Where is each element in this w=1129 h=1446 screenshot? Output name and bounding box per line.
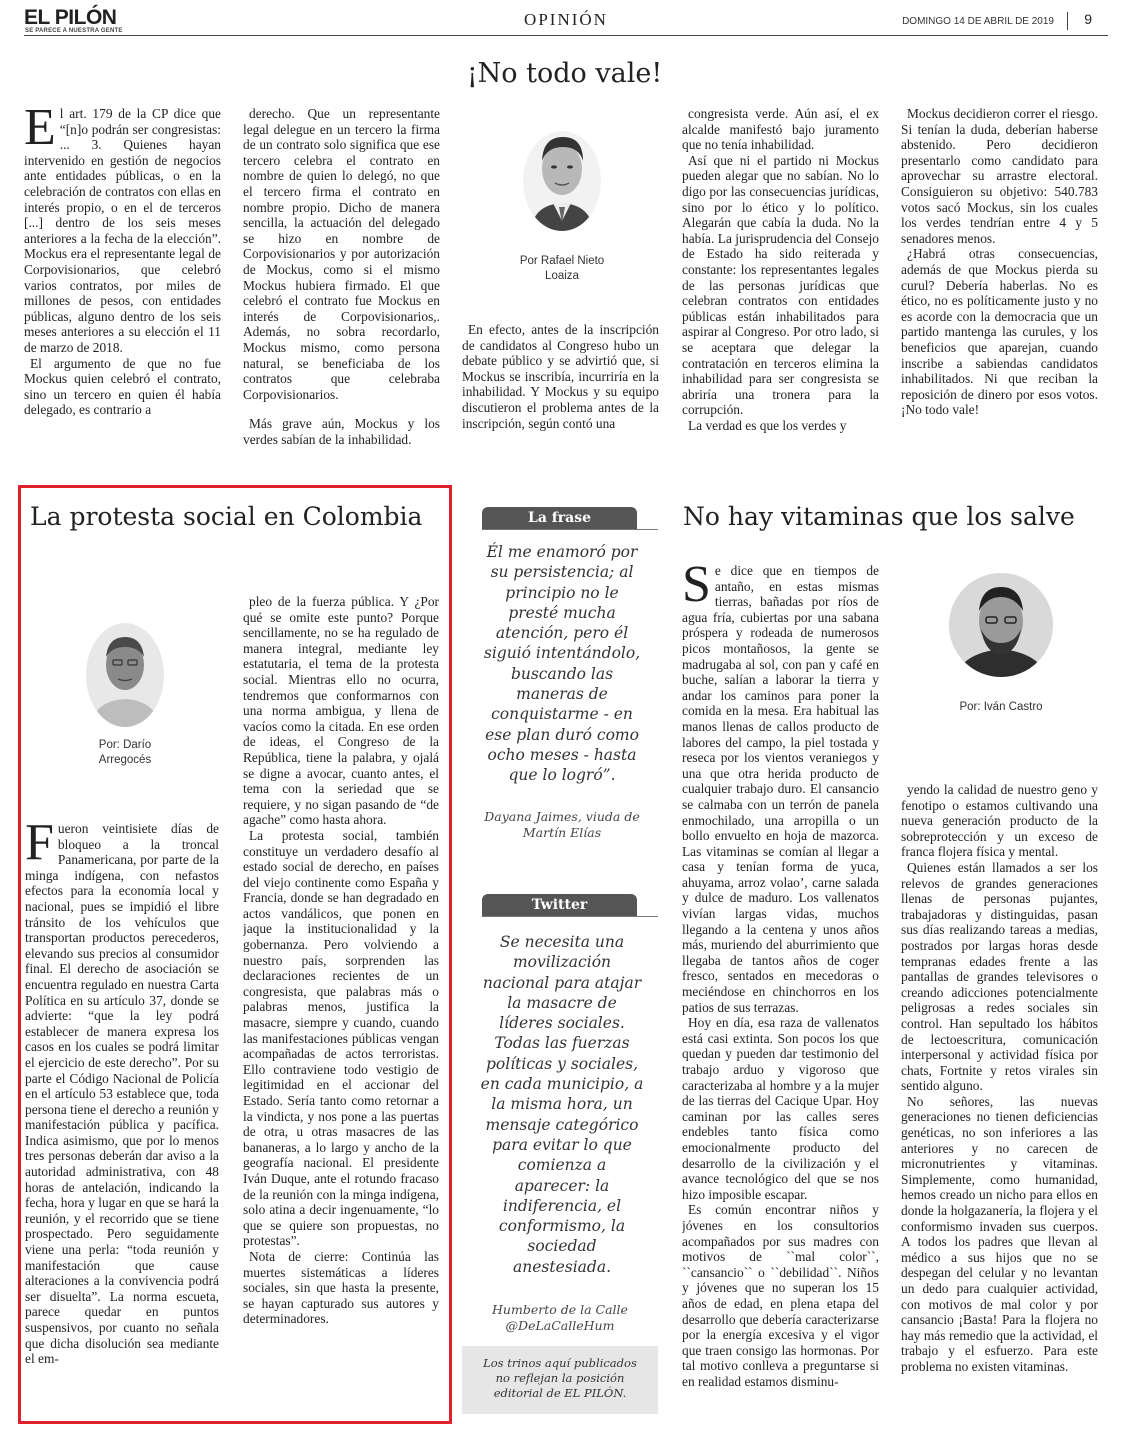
article1-col2 <box>243 106 440 456</box>
article3-title: No hay vitaminas que los salve <box>683 502 1075 531</box>
paragraph-text: En efecto, antes de la inscripción de candidatos al Congreso hubo un debate público y se advirtió que, si Mockus se inscribía, incurriría en la inhabilidad. Y Mockus y su equipo discutieron el problema antes de la inscripción, según contó una <box>462 322 659 431</box>
author-portrait-ivan-castro <box>949 573 1053 677</box>
paragraph <box>682 1202 879 1389</box>
paragraph <box>243 416 440 447</box>
twitter-divider <box>482 916 658 917</box>
paragraph <box>25 821 219 1367</box>
page-number: 9 <box>1084 11 1092 27</box>
paragraph-text: e dice que en tiempos de antaño, en estas mismas tierras, bañadas por ríos de agua fría, cubiertas por una sabana próspera y rodeada de numerosos picos montañosos, la gente se madrugaba al sol, con pan y café en buche, salían a laborar la tierra y andar los caminos para poner la comida en la mesa. Era habitual las manos llenas de callos producto de labores del campo, la piel tostada y reseca por los vientos veraniegos y una que otra herida producto de cualquier trabajo duro. El cansancio se calmaba con un terrón de panela enmochilado, una arropilla o un bollo envuelto en hoja de mazorca. Las vitaminas se comían al llegar a casa y tenían forma de yuca, ahuyama, arroz volao’, carne salada y dulce de maduro. Los vallenatos vivían largas vidas, muchos llegando a la centena y unos años más, muriendo del aburrimiento que llegaba de tantos años de coger fresco, sentados en mecedoras o meciéndose en chinchorros en los patios de sus terrazas. <box>682 563 879 1015</box>
article2-col1 <box>25 821 219 1409</box>
paragraph <box>682 153 879 418</box>
article2-author-line1: Por: Darío <box>98 739 152 751</box>
paragraph <box>682 418 879 434</box>
paragraph <box>243 594 439 828</box>
paragraph <box>901 860 1098 1094</box>
portrait-photo-icon <box>86 617 164 727</box>
paragraph-text: La protesta social, también constituye un verdadero desafío al estado social de derecho, en países del viejo continente como España y Francia, donde se han degradado en actos vandálicos, que ponen en jaque la institucionalidad y la gobernanza. Pero volviendo a nuestro país, sorprenden las declaraciones recientes de un congresista, que palabras más o palabras menos, justifica la masacre, siempre y cuando, cuando las manifestaciones públicas vengan acompañadas de actos terroristas. Ello contraviene todo vestigio de legitimidad en el accionar del Estado. Sería tanto como retornar a la vindicta, y nos pone a las puertas de otra, u otras masacres de las bananeras, a lo largo y ancho de la geografía nacional. El presidente Iván Duque, ante el rotundo fracaso de la reunión con la minga indígena, solo atina a decir ingenuamente, “lo que se quiere son propuestas, no protestas”. <box>243 827 439 1249</box>
drop-cap: S <box>682 563 711 613</box>
author-portrait-dario-arregoces <box>86 617 164 727</box>
twitter-disclaimer: Los trinos aquí publicados no reflejan la posición editorial de EL PILÓN. <box>462 1346 658 1414</box>
portrait-illustration-icon <box>523 123 601 231</box>
paragraph-text: yendo la calidad de nuestro geno y fenotipo o estamos cultivando una nueva generación producto de la sobreprotección y un exceso de franca flojera física y mental. <box>901 782 1098 860</box>
article3-author: Por: Iván Castro <box>959 701 1043 713</box>
paragraph <box>243 828 439 1249</box>
paragraph <box>24 356 221 418</box>
paragraph-text: ¿Habrá otras consecuencias, además de que Mockus pierda su curul? Debería haberlas. No es ético, no es políticamente justo y no es acorde con la democracia que un partido mantenga las curules, y los beneficios que aparejan, cuando inscribe a sabiendas candidatos inhabilitados. Ni que reciban la reposición de dinero por esos votos. ¡No todo vale! <box>901 246 1098 418</box>
tweet-text: Se necesita una movilización nacional para atajar la masacre de líderes sociales. Todas las fuerzas políticas y sociales, en cada municipio, a la misma hora, un mensaje categórico para evitar lo que comienza a aparecer: la indiferencia, el conformismo, la sociedad anestesiada. <box>480 933 644 1276</box>
issue-date: DOMINGO 14 DE ABRIL DE 2019 <box>902 16 1054 27</box>
article3-col2 <box>901 782 1098 1421</box>
article3-col1 <box>682 563 879 1421</box>
article2-col2 <box>243 594 439 1409</box>
paragraph <box>462 322 659 431</box>
newspaper-slogan: SE PARECE A NUESTRA GENTE <box>25 28 123 34</box>
paragraph <box>901 1094 1098 1375</box>
portrait-photo-icon <box>949 573 1053 677</box>
paragraph <box>682 1015 879 1202</box>
article2-author-line2: Arregocés <box>98 754 152 766</box>
drop-cap: F <box>25 821 54 871</box>
la-frase-quote: Él me enamoró por su persistencia; al principio no le presté mucha atención, pero él siguió intentándolo, buscando las maneras de conquistarme - en ese plan duró como ocho meses - hasta que lo logró”. <box>483 543 641 785</box>
paragraph <box>682 563 879 1015</box>
paragraph-text: pleo de la fuerza pública. Y ¿Por qué se omite este punto? Porque sencillamente, no se ha regulado de manera integral, mediante ley estatutaria, el tema de la protesta social. Mientras ello no ocurra, tendremos que conformarnos con una norma ambigua, y llena de vacíos como la citada. En ese orden de ideas, el Congreso de la República, tiene la palabra, y ojalá se digne a avocar, cuanto antes, el tema con la seriedad que se requiere, y no sigan pasando de “de agache” como hasta ahora. <box>243 594 439 828</box>
paragraph-text: La verdad es que los verdes y <box>688 417 847 433</box>
drop-cap: E <box>24 106 56 156</box>
paragraph-text: El argumento de que no fue Mockus quien celebró el contrato, sino un tercero en quien él había delegado, es contrario a <box>24 355 221 418</box>
paragraph <box>901 246 1098 418</box>
page-number-divider <box>1067 12 1068 30</box>
article1-author <box>500 254 624 284</box>
paragraph-text: Nota de cierre: Continúa las muertes sistemáticas a líderes sociales, sin que hasta la presente, se hayan capturado sus autores y determinadores. <box>243 1248 439 1327</box>
article2-title: La protesta social en Colombia <box>30 502 423 531</box>
paragraph-text: Quienes están llamados a ser los relevos de grandes generaciones llenas de personas pujantes, trabajadoras y distinguidas, pasan sus días realizando tareas a medias, postrados por largas horas desde tempranas edades frente a las pantallas de grandes televisores o creando adicciones potencialmente peligrosas a redes sociales sin control. Han sepultado los hábitos de lectoescritura, comunicación interpersonal y actividad física por chats, Fortnite y retos virales sin sentido alguno. <box>901 859 1098 1094</box>
paragraph <box>901 106 1098 246</box>
paragraph-text: derecho. Que un representante legal delegue en un tercero la firma de un contrato solo significa que ese tercero celebra el contrato en nombre de quien lo delegó, no que el tercero firma el contrato en nombre propio. Dicho de manera sencilla, la actuación del delegado se hizo en nombre de Corpovisionarios y por autorización de Mockus, como si el mismo Mockus hubiera firmado. El que celebró el contrato fue Mockus en interés de Corpovisionarios,. Además, no sobra recordarlo, Mockus mismo, como persona natural, se beneficiaba de los contratos que celebraba Corpovisionarios. <box>243 106 440 402</box>
paragraph-text: ueron veintisiete días de bloqueo a la troncal Panamericana, por parte de la minga indígena, con nefastos efectos para la economía local y nacional, pues se impidió el libre tránsito de los vehículos que transportan productos perecederos, elevando sus precios al consumidor final. El derecho de asociación se encuentra regulado en nuestra Carta Política en su artículo 37, donde se advierte: “que la ley podrá establecer de manera expresa los casos en los cuales se podrá limitar el ejercicio de este derecho”. Por su parte el Código Nacional de Policía en el artículo 53 establece que, toda persona tiene el derecho a reunión y manifestación pública y pacífica. Indica asimismo, que por lo menos tres personas deberán dar aviso a la autoridad administrativa, con 48 horas de antelación, indicando la fecha, hora y lugar en que se hará la reunión, y el recorrido que se tiene prospectado. Pero seguidamente viene una perla: “toda reunión y manifestación que cause alteraciones a la convivencia podrá ser disuelta”. La norma escueta, parece quedar en puntos suspensivos, por cuanto no señala que dicha disolución sea mediante el em- <box>25 821 219 1367</box>
paragraph-text: Más grave aún, Mockus y los verdes sabían de la inhabilidad. <box>243 416 440 447</box>
paragraph-text: Mockus decidieron correr el riesgo. Si tenían la duda, deberían haberse abstenido. Pero decidieron presentarlo como candidato para aprovechar su arrastre electoral. Consiguieron su objetivo: 540.783 votos sacó Mockus, sin los cuales los verdes tendrían entre 4 y 5 senadores menos. <box>901 106 1098 246</box>
paragraph-text: Así que ni el partido ni Mockus pueden alegar que no sabían. No lo digo por las consecuencias jurídicas, sino por lo ético y lo político. Alegarán que cabía la duda. No la había. La jurisprudencia del Consejo de Estado ha sido reiterada y constante: los representantes legales de las personas jurídicas que celebran contratos con entidades públicas están inhabilitados para aspirar al Congreso. Por otro lado, si se aceptara que delegar la contratación en terceros elimina la inhabilidad para ser congresista se abriría una tronera para la corrupción. <box>682 152 879 418</box>
masthead <box>24 8 1108 36</box>
paragraph <box>243 106 440 402</box>
twitter-label: Twitter <box>482 894 637 916</box>
paragraph <box>901 782 1098 860</box>
paragraph <box>24 106 221 356</box>
article1-author-line2: Loaiza <box>545 270 579 282</box>
author-portrait-rafael-nieto <box>523 123 601 231</box>
article1-title: ¡No todo vale! <box>466 58 663 89</box>
section-name: OPINIÓN <box>524 10 608 29</box>
article1-author-line1: Por Rafael Nieto <box>519 255 605 267</box>
article1-col5 <box>901 106 1098 456</box>
la-frase-author: Dayana Jaimes, viuda de Martín Elías <box>484 809 640 840</box>
paragraph-text: congresista verde. Aún así, el ex alcalde manifestó bajo juramento que no tenía inhabilidad. <box>682 106 879 153</box>
la-frase-label: La frase <box>482 507 637 529</box>
paragraph-text: Hoy en día, esa raza de vallenatos está casi extinta. Son pocos los que quedan y pueden dar testimonio del trabajo arduo y vigoroso que caracterizaba al hombre y a la mujer de las tierras del Cacique Upar. Hoy caminan por las calles seres endebles tanto física como emocionalmente producto del desarrollo de la civilización y el avance tecnológico del que se nos hizo imposible escapar. <box>682 1015 879 1202</box>
newspaper-logo: EL PILÓN <box>24 6 117 29</box>
paragraph-text: Es común encontrar niños y jóvenes en los consultorios acompañados por sus madres con motivos de ``mal color``, ``cansancio`` o ``debilidad``. Niños y jóvenes que no superan los 15 años de edad, en plena etapa del desarrollo que debería caracterizarse por la energía excesiva y el vigor que traen consigo las hormonas. Por tal motivo conlleva a preguntarse si en realidad estamos disminu- <box>682 1202 879 1389</box>
paragraph <box>243 1249 439 1327</box>
la-frase-divider <box>482 529 658 530</box>
article1-col4 <box>682 106 879 456</box>
article1-col1 <box>24 106 221 456</box>
paragraph-text: l art. 179 de la CP dice que “[n]o podrán ser congresistas: ... 3. Quienes hayan intervenido en gestión de negocios ante entidades públicas, o en la celebración de contratos con ellas en interés propio, o en el de terceros [...] dentro de los seis meses anteriores a la fecha de la elección”. Mockus era el representante legal de Corpovisionarios, que celebró varios contratos, por miles de millones de pesos, con entidades públicas, alguno dentro de los seis meses anteriores a su elección el 11 de marzo de 2018. <box>24 106 221 355</box>
article2-author <box>62 738 188 768</box>
article1-col3 <box>462 322 659 456</box>
tweet-author: Humberto de la Calle @DeLaCalleHum <box>492 1302 628 1333</box>
paragraph-text: No señores, las nuevas generaciones no tienen deficiencias genéticas, no son inferiores a las anteriores y no carecen de micronutrientes y vitaminas. Simplemente, como humanidad, hemos creado un nicho para ellos en donde la holgazanería, la flojera y el conformismo invaden sus cuerpos. A todos los padres que llevan al médico a sus hijos que no se despegan del celular y no levantan un dedo para cualquier actividad, con motivos de mal color y por cansancio ¡Basta! Para la flojera no hay más remedio que la actividad, el trabajo y el esfuerzo. Para este problema no existen vitaminas. <box>901 1093 1098 1374</box>
paragraph <box>682 106 879 153</box>
